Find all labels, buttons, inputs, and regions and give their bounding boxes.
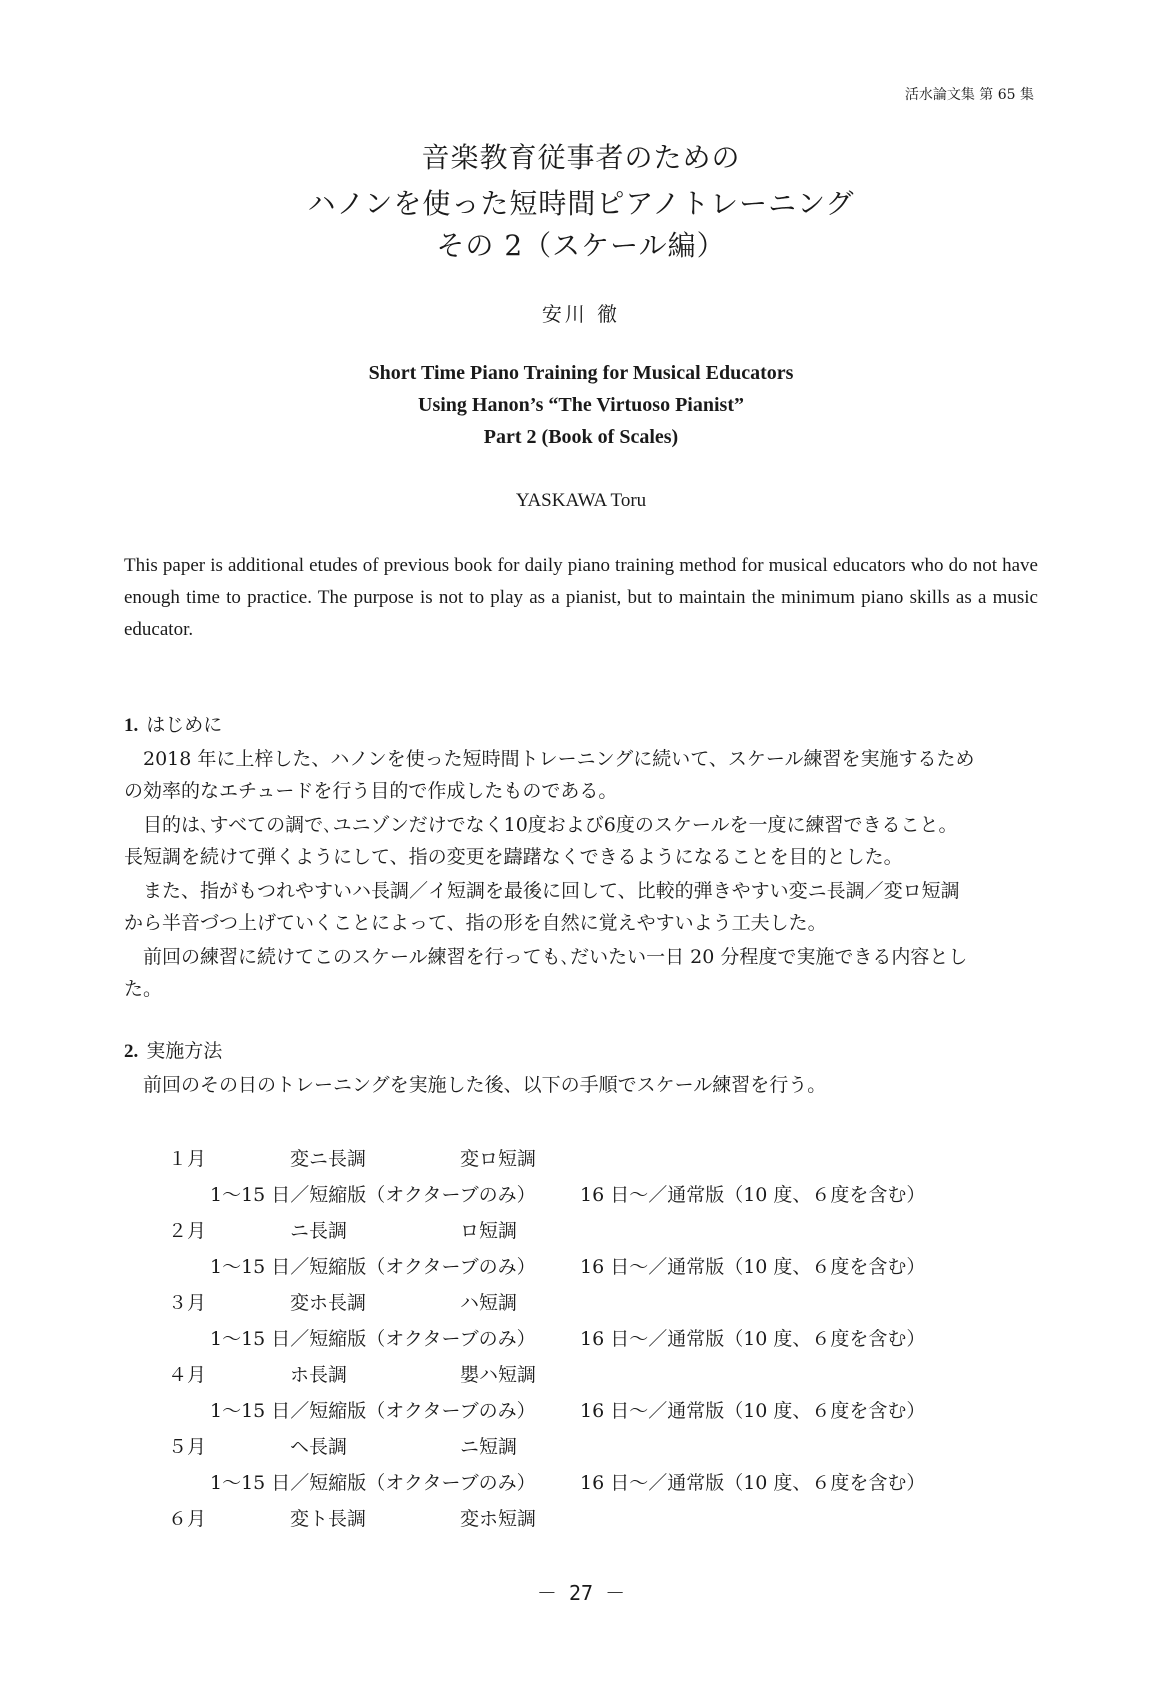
title-line-2: ハノンを使った短時間ピアノトレーニング <box>307 187 855 220</box>
schedule-month: ３月 <box>168 1292 207 1314</box>
section-2-title: 実施方法 <box>146 1040 223 1062</box>
schedule-normal: 16 日～／通常版（10 度、６度を含む） <box>580 1328 926 1350</box>
section-2-intro: 前回のその日のトレーニングを実施した後、以下の手順でスケール練習を行う。 <box>143 1074 827 1096</box>
section-2-heading <box>124 1036 222 1063</box>
schedule-shortened: 1～15 日／短縮版（オクターブのみ） <box>210 1400 536 1422</box>
schedule-month: ４月 <box>168 1364 207 1386</box>
schedule-major-key: ホ長調 <box>290 1364 348 1386</box>
schedule-minor-key: 変ホ短調 <box>460 1508 537 1530</box>
schedule-month: １月 <box>168 1148 207 1170</box>
section-1-line: から半音づつ上げていくことによって、指の形を自然に覚えやすいよう工夫した。 <box>124 912 827 934</box>
schedule-minor-key: ニ短調 <box>460 1436 518 1458</box>
schedule-major-key: ニ長調 <box>290 1220 348 1242</box>
title-line-3: その 2（スケール編） <box>436 229 726 262</box>
schedule-minor-key: ハ短調 <box>460 1292 518 1314</box>
schedule-shortened: 1～15 日／短縮版（オクターブのみ） <box>210 1328 536 1350</box>
section-1-line: た。 <box>124 978 163 1000</box>
schedule-minor-key: 変ロ短調 <box>460 1148 537 1170</box>
author-japanese: 安川 徹 <box>541 302 621 326</box>
title-line-1: 音楽教育従事者のための <box>421 141 741 174</box>
schedule-major-key: ヘ長調 <box>290 1436 348 1458</box>
section-1-title: はじめに <box>146 714 223 736</box>
section-1-line: の効率的なエチュードを行う目的で作成したものである。 <box>124 780 618 802</box>
schedule-shortened: 1～15 日／短縮版（オクターブのみ） <box>210 1256 536 1278</box>
schedule-major-key: 変ト長調 <box>290 1508 367 1530</box>
schedule-normal: 16 日～／通常版（10 度、６度を含む） <box>580 1400 926 1422</box>
section-1-line: 2018 年に上梓した、ハノンを使った短時間トレーニングに続いて、スケール練習を実施するため <box>143 748 975 770</box>
english-title-line-2: Using Hanon’s “The Virtuoso Pianist” <box>418 394 744 416</box>
section-1-line: また、指がもつれやすいハ長調／イ短調を最後に回して、比較的弾きやすい変ニ長調／変ロ短調 <box>143 880 960 902</box>
schedule-normal: 16 日～／通常版（10 度、６度を含む） <box>580 1256 926 1278</box>
schedule-month: ５月 <box>168 1436 207 1458</box>
section-1-line: 前回の練習に続けてこのスケール練習を行っても､だいたい一日 20 分程度で実施できる内容とし <box>143 946 968 968</box>
schedule-minor-key: 嬰ハ短調 <box>460 1364 537 1386</box>
schedule-shortened: 1～15 日／短縮版（オクターブのみ） <box>210 1472 536 1494</box>
section-1-line: 長短調を続けて弾くようにして、指の変更を躊躇なくできるようになることを目的とした。 <box>124 846 903 868</box>
schedule-month: ６月 <box>168 1508 207 1530</box>
schedule-shortened: 1～15 日／短縮版（オクターブのみ） <box>210 1184 536 1206</box>
schedule-minor-key: ロ短調 <box>460 1220 518 1242</box>
section-2-number: 2. <box>124 1041 139 1062</box>
english-title-line-3: Part 2 (Book of Scales) <box>483 426 679 448</box>
schedule-major-key: 変ホ長調 <box>290 1292 367 1314</box>
author-english: YASKAWA Toru <box>515 490 647 511</box>
journal-header: 活水論文集 第 65 集 <box>904 87 1034 103</box>
schedule-month: ２月 <box>168 1220 207 1242</box>
english-title-line-1: Short Time Piano Training for Musical Educators <box>368 362 794 384</box>
section-1-line: 目的は､すべての調で､ユニゾンだけでなく10度および6度のスケールを一度に練習できること。 <box>143 814 958 836</box>
page-number: － 27 － <box>536 1581 626 1605</box>
schedule-major-key: 変ニ長調 <box>290 1148 367 1170</box>
abstract: This paper is additional etudes of previous book for daily piano training method for musical educators who do not have enough time to practice. The purpose is not to play as a pianist, but to maintain the minimum piano skills as a music educator. <box>124 555 1038 640</box>
schedule-normal: 16 日～／通常版（10 度、６度を含む） <box>580 1184 926 1206</box>
section-1-heading <box>124 710 222 737</box>
schedule-normal: 16 日～／通常版（10 度、６度を含む） <box>580 1472 926 1494</box>
section-1-number: 1. <box>124 715 139 736</box>
